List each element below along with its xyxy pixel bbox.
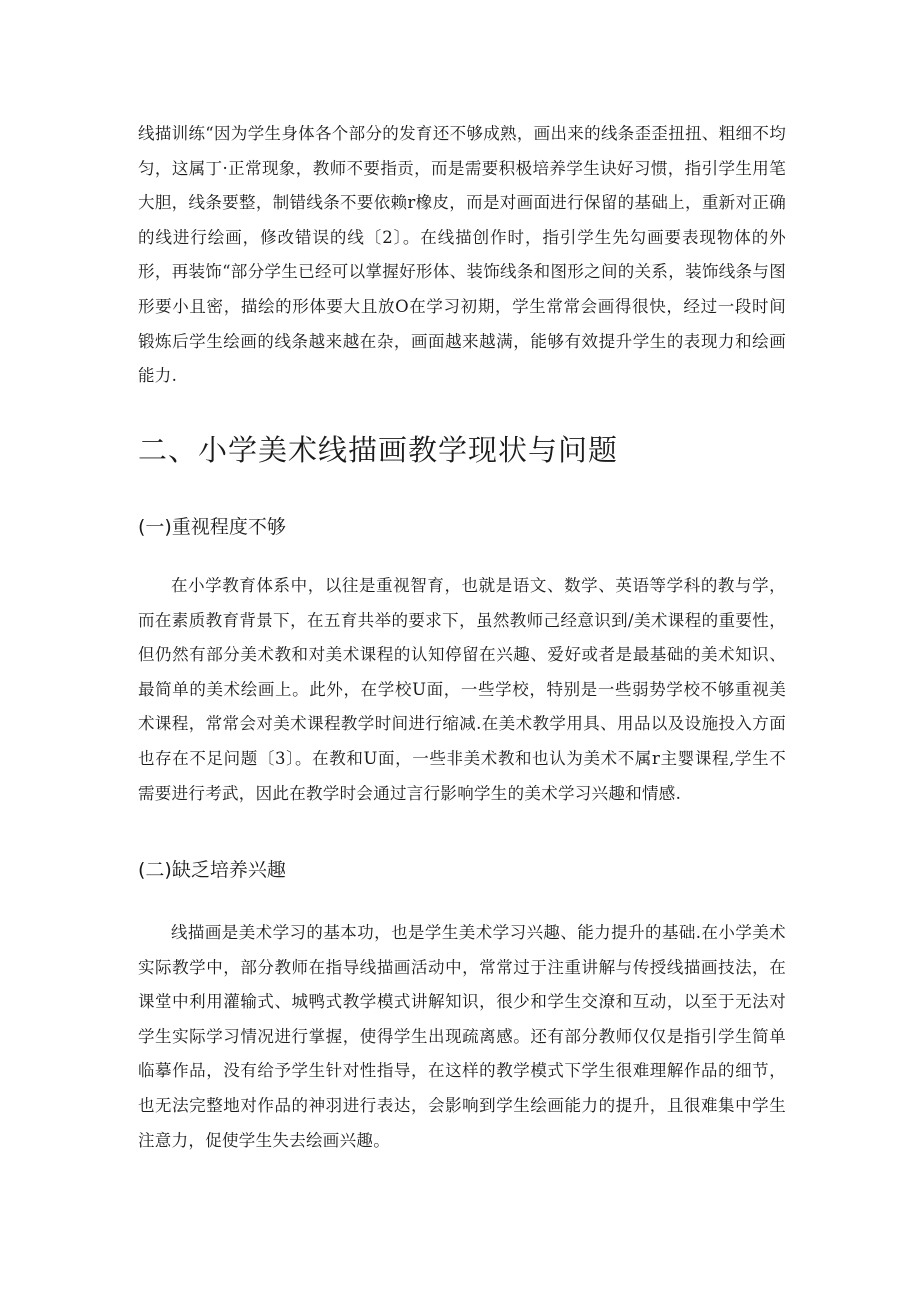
section-heading-teaching-status: 二、小学美术线描画教学现状与问题 xyxy=(138,433,619,467)
subsection-heading-lack-of-interest: (二)缺乏培养兴趣 xyxy=(138,859,286,881)
subsection-heading-insufficient-attention: (一)重视程度不够 xyxy=(138,516,286,538)
paragraph-insufficient-attention: 在小学教育体系中，以往是重视智育，也就是语文、数学、英语等学科的教与学，而在素质教育背景下，在五育共举的要求下，虽然教师己经意识到/美术课程的重要性，但仍然有部分美术教和对美术课程的认知停留在兴趣、爱好或者是最基础的美术知识、最简单的美术绘画上。此外，在学校U面，一些学校，特别是一些弱势学校不够重视美术课程，常常会对美术课程教学时间进行缩减.在美术教学用具、用品以及设施投入方面也存在不足问题〔3〕。在教和U面，一些非美术教和也认为美术不属r主婴课程,学生不需要进行考武，因此在教学时会通过言行影响学生的美术学习兴趣和情感. xyxy=(138,576,786,803)
paragraph-lack-of-interest: 线描画是美术学习的基本功，也是学生美术学习兴趣、能力提升的基础.在小学美术实际教学中，部分教师在指导线描画活动中，常常过于注重讲解与传授线描画技法，在课堂中利用灌输式、城鸭式教学模式讲解知识，很少和学生交潦和互动，以至于无法对学生实际学习情况进行掌握，使得学生出现疏离感。还有部分教师仅仅是指引学生简单临摹作品，没有给予学生针对性指导，在这样的教学模式下学生很难理解作品的细节，也无法完整地对作品的神羽进行表达，会影响到学生绘画能力的提升，且很难集中学生注意力，促使学生失去绘画兴趣。 xyxy=(138,923,786,1150)
paragraph-line-drawing-training: 线描训练“因为学生身体各个部分的发育还不够成熟，画出来的线条歪歪扭扭、粗细不均匀，这属丁·正常现象，教师不要指贡，而是需要积极培养学生诀好习惯，指引学生用笔大胆，线条要整，制错线条不要依赖r橡皮，而是对画面进行保留的基础上，重新对正确的线进行绘画，修改错误的线〔2〕。在线描创作时，指引学生先勾画要表现物体的外形，再装饰“部分学生已经可以掌握好形体、装饰线条和图形之间的关系，装饰线条与图形要小且密，描绘的形体要大且放O在学习初期，学生常常会画得很快，经过一段时间锻炼后学生绘画的线条越来越在杂，画面越来越满，能够有效提升学生的表现力和绘画能力. xyxy=(138,124,786,386)
